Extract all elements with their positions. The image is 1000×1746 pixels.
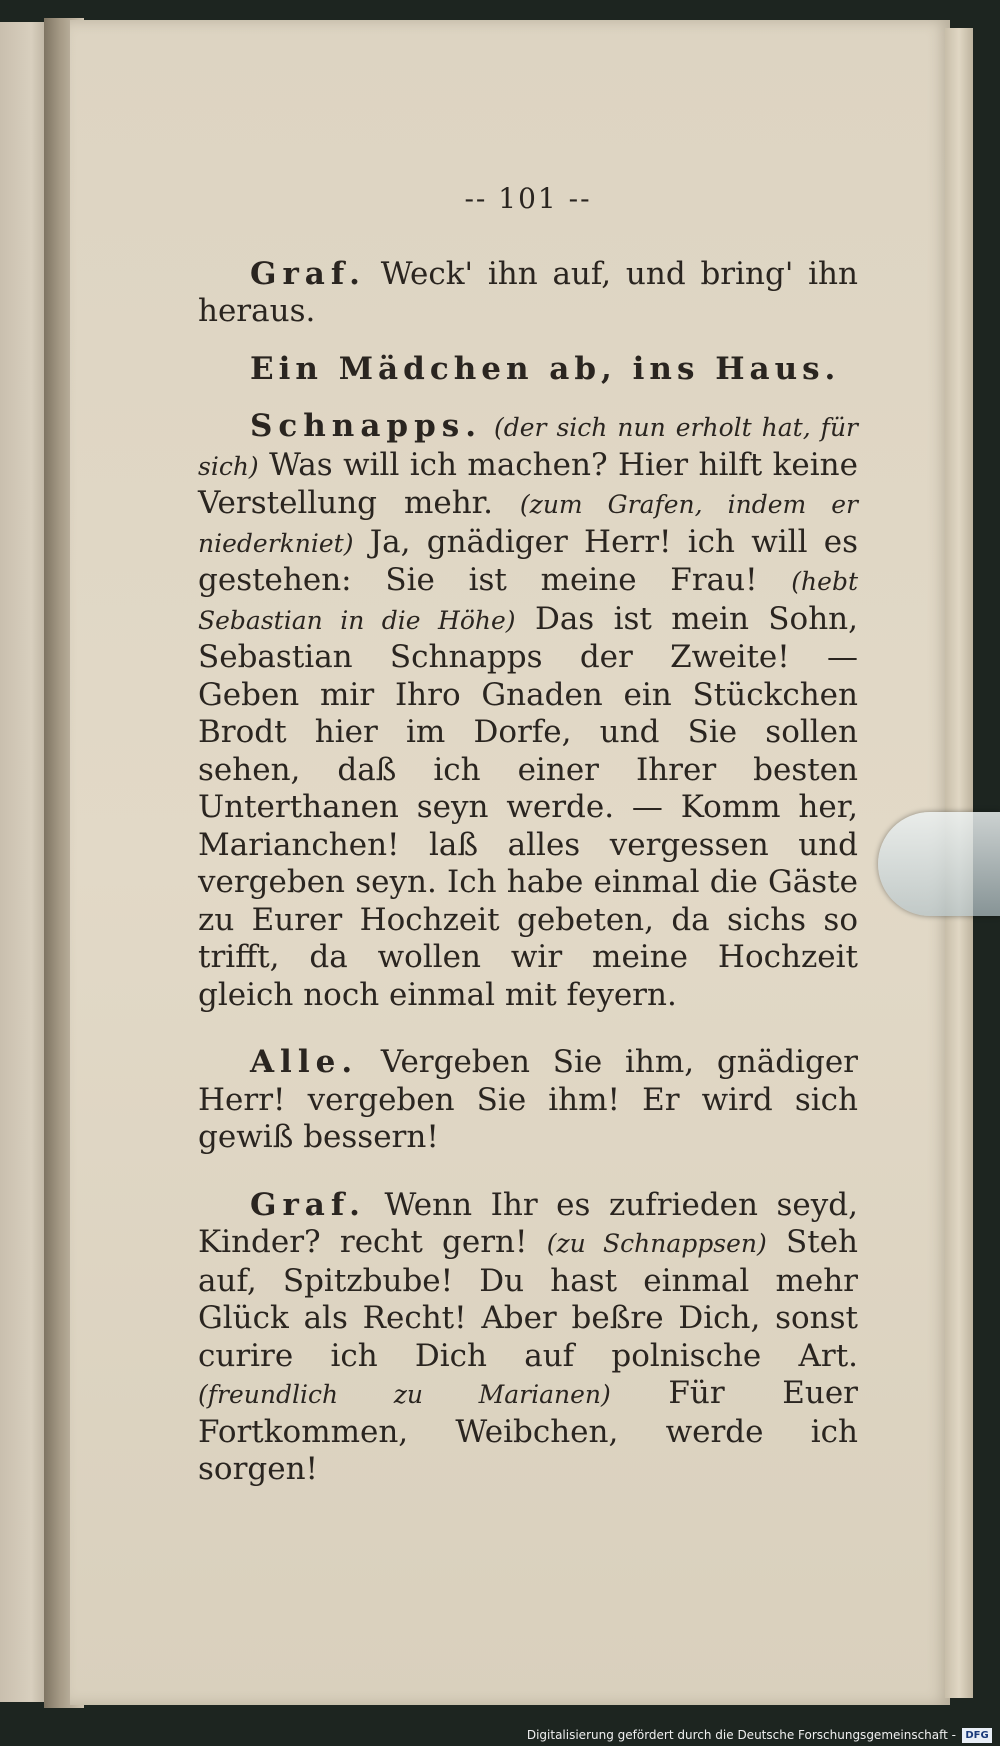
page-number-decor-right: -- [568, 182, 592, 215]
stage-direction: (zu Schnappsen) [546, 1229, 767, 1258]
speech-text: Ja, gnädiger Herr! ich will es gestehen: Sie ist meine Frau! [198, 523, 859, 598]
speaker-name: Graf. [250, 255, 366, 292]
page-number-decor-left: -- [464, 182, 488, 215]
stage-direction: (hebt Sebastian in die Höhe) [198, 567, 858, 635]
scan-footer [0, 1712, 1000, 1746]
speech-text: Steh auf, Spitzbube! Du hast einmal mehr Glück als Recht! Aber beßre Dich, sonst curire ich Dich auf polnische Art. [198, 1224, 858, 1374]
digitization-note: Digitalisierung gefördert durch die Deutsche Forschungsgemeinschaft - [526, 1728, 956, 1742]
speech-graf-1 [198, 256, 858, 331]
speaker-name: Graf. [250, 1186, 366, 1223]
stage-direction: (freundlich zu Marianen) [198, 1380, 611, 1409]
page-clip [878, 812, 1000, 916]
dfg-logo: DFG [962, 1728, 992, 1743]
speech-alle [198, 1044, 858, 1157]
speech-text: Weck' ihn auf, und bring' ihn heraus. [198, 255, 858, 329]
stage-direction: (der sich nun erholt hat, für sich) [198, 413, 858, 481]
speech-text: Vergeben Sie ihm, gnädiger Herr! vergeben Sie ihm! Er wird sich gewiß bessern! [198, 1044, 858, 1155]
page-number [198, 180, 858, 218]
stage-direction-exit: Ein Mädchen ab, ins Haus. [250, 350, 841, 387]
stage-direction: (zum Grafen, indem er niederkniet) [198, 490, 858, 558]
page-number-value: 101 [498, 182, 558, 215]
speech-graf-2 [198, 1187, 858, 1489]
speech-text: Was will ich machen? Hier hilft keine Verstellung mehr. [198, 446, 858, 521]
speaker-name: Alle. [250, 1044, 359, 1080]
speech-text: Für Euer Fortkommen, Weibchen, werde ich sorgen! [198, 1375, 858, 1487]
speech-text: Das ist mein Sohn, Sebastian Schnapps der Zweite! — Geben mir Ihro Gnaden ein Stückchen Brodt hier im Dorfe, und Sie sollen sehen, daß ich einer Ihrer besten Unterthanen seyn werde. — Komm her, Marianchen! laß alles vergessen und vergeben seyn. Ich habe einmal die Gäste zu Eurer Hochzeit gebeten, da sichs so trifft, da wollen wir meine Hochzeit gleich noch einmal mit feyern. [198, 600, 858, 1013]
speech-schnapps [198, 408, 858, 1014]
speaker-name: Schnapps. [250, 408, 483, 444]
speech-text: Wenn Ihr es zufrieden seyd, Kinder? recht gern! [198, 1186, 858, 1260]
page-text [198, 180, 858, 1509]
